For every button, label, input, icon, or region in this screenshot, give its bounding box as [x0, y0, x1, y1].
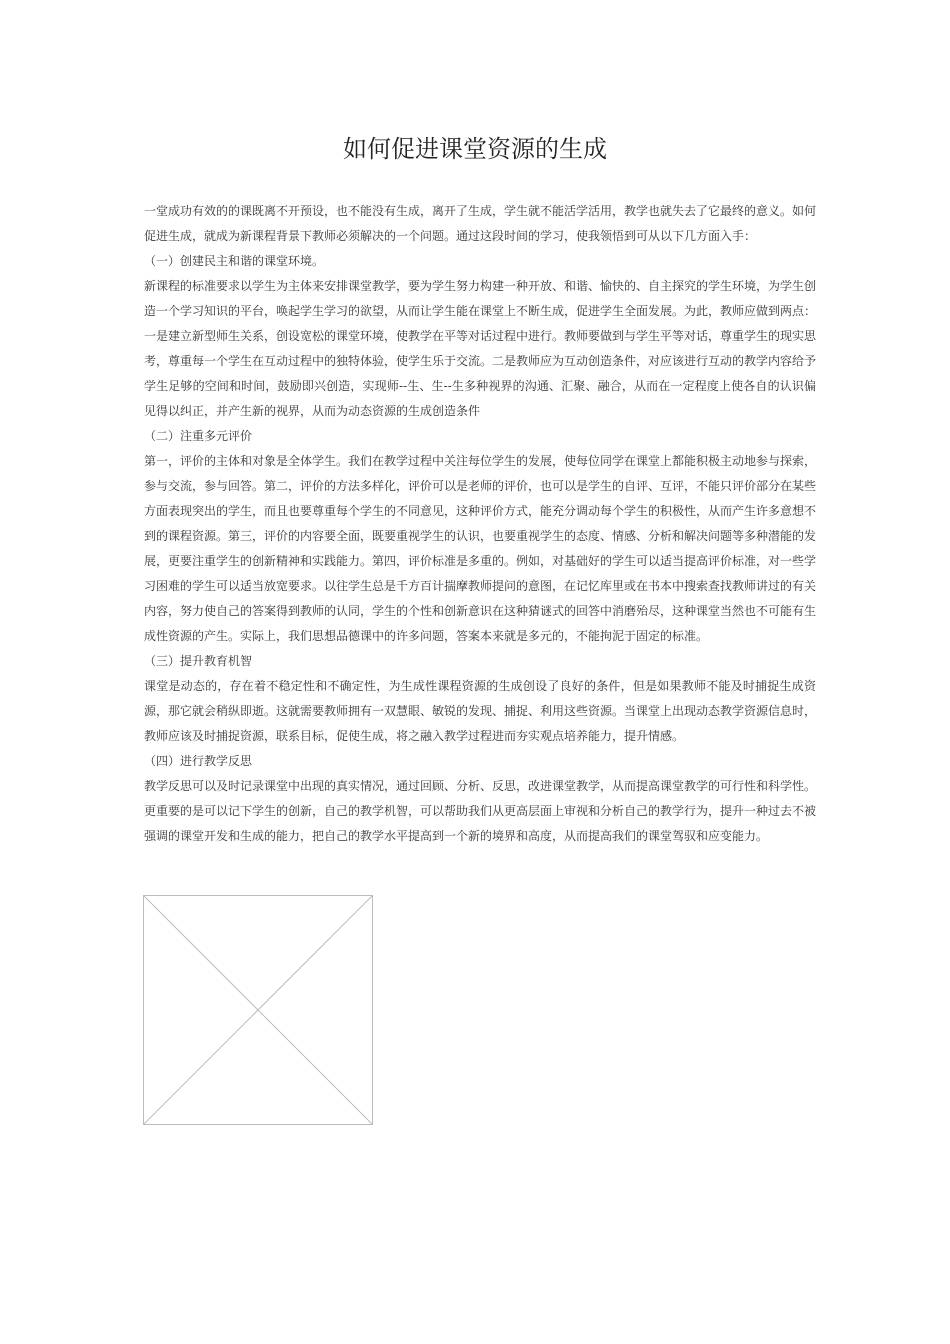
broken-image-cross-icon [143, 895, 373, 1125]
section-heading-4: （四）进行教学反思 [144, 754, 253, 768]
document-body [144, 199, 816, 849]
section-heading-2: （二）注重多元评价 [144, 429, 253, 443]
section-paragraph-1: 新课程的标准要求以学生为主体来安排课堂教学，要为学生努力构建一种开放、和谐、愉快的、自主探究的学生环境，为学生创造一个学习知识的平台，唤起学生学习的欲望，从而让学生能在课堂上不断生成，促进学生全面发展。为此，教师应做到两点：一是建立新型师生关系，创设宽松的课堂环境，使教学在平等对话过程中进行。教师要做到与学生平等对话，尊重学生的现实思考，尊重每一个学生在互动过程中的独特体验，使学生乐于交流。二是教师应为互动创造条件，对应该进行互动的教学内容给予学生足够的空间和时间，鼓励即兴创造，实现师--生、生--生多种视界的沟通、汇聚、融合，从而在一定程度上使各自的认识偏见得以纠正，并产生新的视界，从而为动态资源的生成创造条件 [144, 279, 817, 418]
section-paragraph-3: 课堂是动态的，存在着不稳定性和不确定性，为生成性课程资源的生成创设了良好的条件，但是如果教师不能及时捕捉生成资源，那它就会稍纵即逝。这就需要教师拥有一双慧眼、敏锐的发现、捕捉、利用这些资源。当课堂上出现动态教学资源信息时，教师应该及时捕捉资源，联系目标，促使生成，将之融入教学过程进而夯实观点培养能力，提升情感。 [144, 679, 817, 743]
section-heading-3: （三）提升教育机智 [144, 654, 253, 668]
section-paragraph-4: 教学反思可以及时记录课堂中出现的真实情况，通过回顾、分析、反思，改进课堂教学，从而提高课堂教学的可行性和科学性。更重要的是可以记下学生的创新，自己的教学机智，可以帮助我们从更高层面上审视和分析自己的教学行为，提升一种过去不被强调的课堂开发和生成的能力，把自己的教学水平提高到一个新的境界和高度，从而提高我们的课堂驾驭和应变能力。 [144, 779, 817, 843]
section-heading-1: （一）创建民主和谐的课堂环境。 [144, 254, 325, 268]
section-paragraph-2: 第一，评价的主体和对象是全体学生。我们在教学过程中关注每位学生的发展，使每位同学在课堂上都能积极主动地参与探索，参与交流，参与回答。第二，评价的方法多样化，评价可以是老师的评价，也可以是学生的自评、互评，不能只评价部分在某些方面表现突出的学生，而且也要尊重每个学生的不同意见，这种评价方式，能充分调动每个学生的积极性，从而产生许多意想不到的课程资源。第三，评价的内容要全面，既要重视学生的认识，也要重视学生的态度、情感、分析和解决问题等多种潜能的发展，更要注重学生的创新精神和实践能力。第四，评价标准是多重的。例如，对基础好的学生可以适当提高评价标准，对一些学习困难的学生可以适当放宽要求。以往学生总是千方百计揣摩教师提问的意图，在记忆库里或在书本中搜索查找教师讲过的有关内容，努力使自己的答案得到教师的认同，学生的个性和创新意识在这种猜谜式的回答中消磨殆尽，这种课堂当然也不可能有生成性资源的产生。实际上，我们思想品德课中的许多问题，答案本来就是多元的，不能拘泥于固定的标准。 [144, 454, 817, 643]
intro-paragraph: 一堂成功有效的的课既离不开预设，也不能没有生成，离开了生成，学生就不能活学活用，教学也就失去了它最终的意义。如何促进生成，就成为新课程背景下教师必须解决的一个问题。通过这段时间的学习，使我领悟到可从以下几方面入手： [144, 204, 817, 243]
document-title: 如何促进课堂资源的生成 [343, 135, 607, 163]
image-placeholder-graphic [143, 895, 373, 1125]
